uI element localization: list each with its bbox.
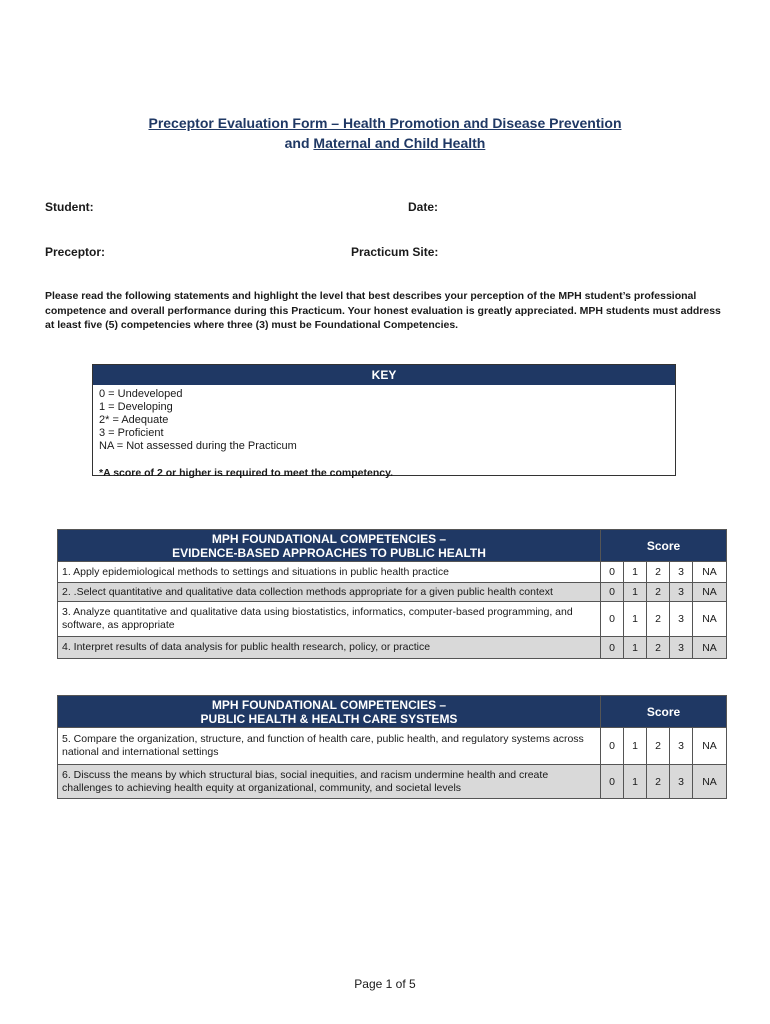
- score-option-3[interactable]: 3: [670, 728, 693, 765]
- page-title: [0, 113, 770, 153]
- score-option-1[interactable]: 1: [624, 602, 647, 637]
- competency-text: 5. Compare the organization, structure, and function of health care, public health, and regulatory systems across national and international settings: [58, 728, 601, 765]
- score-option-1[interactable]: 1: [624, 637, 647, 659]
- student-label: Student:: [45, 200, 94, 214]
- key-title: KEY: [93, 365, 675, 385]
- score-option-2[interactable]: 2: [647, 602, 670, 637]
- date-label: Date:: [408, 200, 439, 214]
- table-row: [58, 765, 727, 799]
- competency-text: 6. Discuss the means by which structural bias, social inequities, and racism undermine health and create challenges to achieving health equity at organizational, community, and societal levels: [58, 765, 601, 799]
- title-line-1: Preceptor Evaluation Form – Health Promotion and Disease Prevention: [148, 115, 622, 131]
- table-header: MPH FOUNDATIONAL COMPETENCIES – EVIDENCE-BASED APPROACHES TO PUBLIC HEALTH: [58, 530, 601, 562]
- score-option-3[interactable]: 3: [670, 562, 693, 583]
- title-line-2: Maternal and Child Health: [313, 135, 486, 151]
- score-option-0[interactable]: 0: [601, 602, 624, 637]
- competency-text: 2. .Select quantitative and qualitative data collection methods appropriate for a given public health context: [58, 583, 601, 602]
- table-header: MPH FOUNDATIONAL COMPETENCIES – PUBLIC HEALTH & HEALTH CARE SYSTEMS: [58, 696, 601, 728]
- score-option-0[interactable]: 0: [601, 562, 624, 583]
- key-box: [92, 364, 676, 479]
- score-option-2[interactable]: 2: [647, 637, 670, 659]
- competency-table-health-systems: [57, 695, 727, 799]
- score-header: Score: [601, 696, 727, 728]
- score-option-na[interactable]: NA: [693, 602, 727, 637]
- score-option-0[interactable]: 0: [601, 728, 624, 765]
- score-option-na[interactable]: NA: [693, 728, 727, 765]
- score-option-0[interactable]: 0: [601, 637, 624, 659]
- title-line-2-prefix: and: [284, 135, 314, 151]
- key-note: *A score of 2 or higher is required to meet the competency.: [99, 467, 394, 479]
- competency-table-evidence-based: [57, 529, 727, 659]
- score-option-1[interactable]: 1: [624, 728, 647, 765]
- score-option-0[interactable]: 0: [601, 765, 624, 799]
- score-option-na[interactable]: NA: [693, 637, 727, 659]
- page-number: Page 1 of 5: [354, 977, 416, 991]
- score-option-2[interactable]: 2: [647, 583, 670, 602]
- score-option-2[interactable]: 2: [647, 728, 670, 765]
- competency-text: 1. Apply epidemiological methods to settings and situations in public health practice: [58, 562, 601, 583]
- score-option-na[interactable]: NA: [693, 583, 727, 602]
- score-option-3[interactable]: 3: [670, 602, 693, 637]
- competency-text: 3. Analyze quantitative and qualitative data using biostatistics, informatics, computer-based programming, and software, as appropriate: [58, 602, 601, 637]
- score-option-3[interactable]: 3: [670, 583, 693, 602]
- table-row: [58, 602, 727, 637]
- key-item: 0 = Undeveloped: [99, 388, 183, 400]
- score-option-na[interactable]: NA: [693, 562, 727, 583]
- key-item: 1 = Developing: [99, 401, 173, 413]
- table-row: [58, 562, 727, 583]
- score-option-3[interactable]: 3: [670, 765, 693, 799]
- table-row: [58, 728, 727, 765]
- score-option-na[interactable]: NA: [693, 765, 727, 799]
- table-row: [58, 637, 727, 659]
- score-option-1[interactable]: 1: [624, 562, 647, 583]
- score-option-0[interactable]: 0: [601, 583, 624, 602]
- key-item: NA = Not assessed during the Practicum: [99, 440, 297, 452]
- score-option-2[interactable]: 2: [647, 562, 670, 583]
- score-option-1[interactable]: 1: [624, 583, 647, 602]
- score-option-1[interactable]: 1: [624, 765, 647, 799]
- practicum-site-label: Practicum Site:: [351, 245, 439, 259]
- key-item: 3 = Proficient: [99, 427, 164, 439]
- preceptor-label: Preceptor:: [45, 245, 106, 259]
- score-header: Score: [601, 530, 727, 562]
- instructions-text: Please read the following statements and highlight the level that best describes your perception of the MPH student’s professional competence and overall performance during this Practicum. Your honest evaluation is greatly appreciated. MPH students must address at least five (5) competencies where three (3) must be Foundational Competencies.: [45, 290, 721, 331]
- table-row: [58, 583, 727, 602]
- score-option-3[interactable]: 3: [670, 637, 693, 659]
- key-item: 2* = Adequate: [99, 414, 169, 426]
- score-option-2[interactable]: 2: [647, 765, 670, 799]
- competency-text: 4. Interpret results of data analysis for public health research, policy, or practice: [58, 637, 601, 659]
